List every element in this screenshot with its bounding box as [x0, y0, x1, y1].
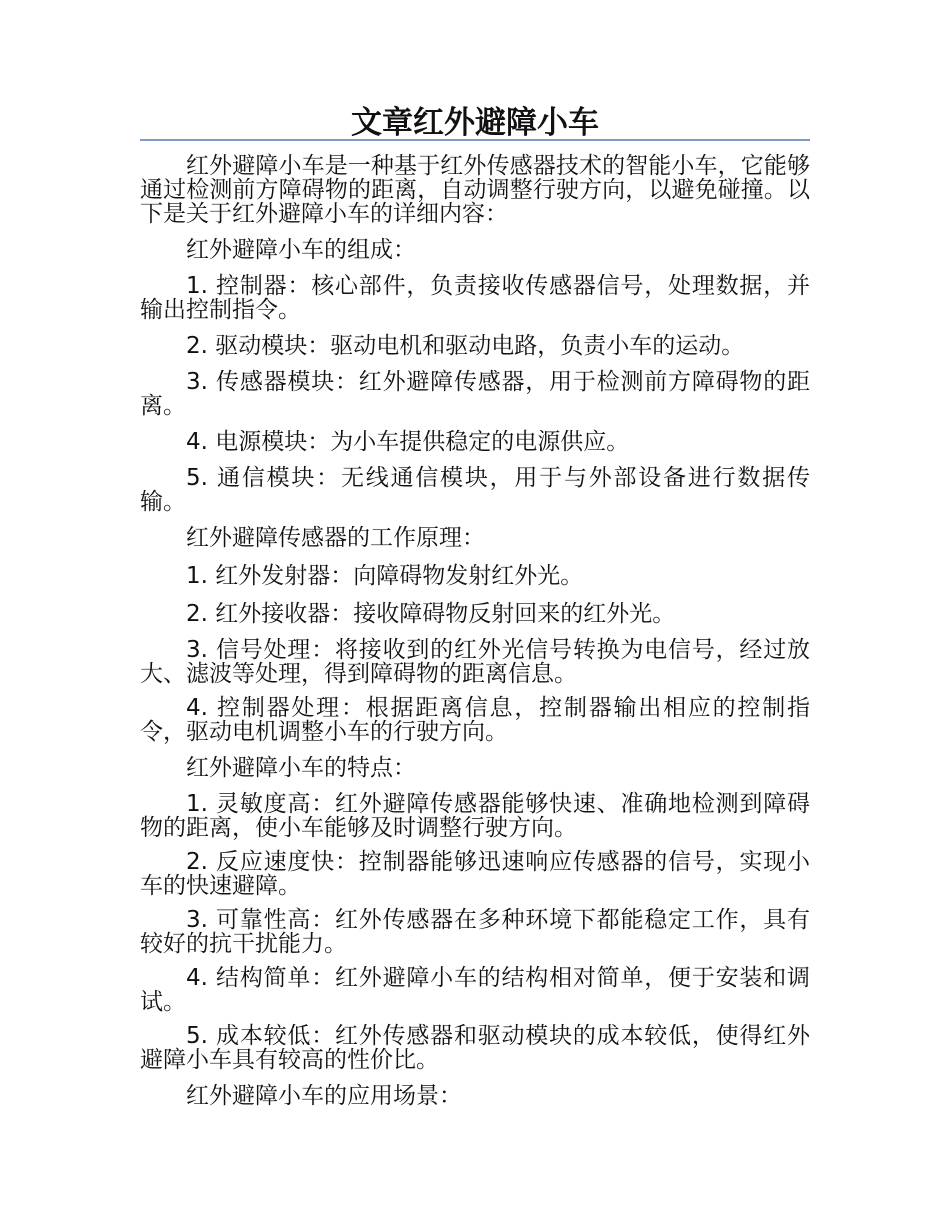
paragraph-intro: 红外避障小车是一种基于红外传感器技术的智能小车，它能够通过检测前方障碍物的距离，自动调整行驶方向，以避免碰撞。以下是关于红外避障小车的详细内容：: [140, 153, 810, 227]
list-item: 3. 信号处理：将接收到的红外光信号转换为电信号，经过放大、滤波等处理，得到障碍物的距离信息。: [140, 637, 810, 687]
list-item: 1. 红外发射器：向障碍物发射红外光。: [186, 563, 584, 589]
list-item: 5. 成本较低：红外传感器和驱动模块的成本较低，使得红外避障小车具有较高的性价比。: [140, 1023, 810, 1073]
list-item: 4. 结构简单：红外避障小车的结构相对简单，便于安装和调试。: [140, 965, 810, 1015]
title-underline: [140, 139, 810, 141]
list-item: 2. 红外接收器：接收障碍物反射回来的红外光。: [186, 601, 676, 627]
document-title: 文章红外避障小车: [351, 105, 599, 141]
list-item: 4. 控制器处理：根据距离信息，控制器输出相应的控制指令，驱动电机调整小车的行驶方向。: [140, 695, 810, 745]
heading-applications: 红外避障小车的应用场景：: [186, 1083, 462, 1109]
document-body: [140, 154, 810, 1120]
list-item: 3. 可靠性高：红外传感器在多种环境下都能稳定工作，具有较好的抗干扰能力。: [140, 907, 810, 957]
list-item: 1. 控制器：核心部件，负责接收传感器信号，处理数据，并输出控制指令。: [140, 273, 810, 323]
list-item: 2. 驱动模块：驱动电机和驱动电路，负责小车的运动。: [186, 333, 745, 359]
list-item: 1. 灵敏度高：红外避障传感器能够快速、准确地检测到障碍物的距离，使小车能够及时调整行驶方向。: [140, 791, 810, 841]
heading-composition: 红外避障小车的组成：: [186, 237, 416, 263]
list-item: 4. 电源模块：为小车提供稳定的电源供应。: [186, 429, 630, 455]
list-item: 2. 反应速度快：控制器能够迅速响应传感器的信号，实现小车的快速避障。: [140, 849, 810, 899]
heading-working-principle: 红外避障传感器的工作原理：: [186, 525, 485, 551]
list-item: 3. 传感器模块：红外避障传感器，用于检测前方障碍物的距离。: [140, 369, 810, 419]
list-item: 5. 通信模块：无线通信模块，用于与外部设备进行数据传输。: [140, 465, 810, 515]
heading-features: 红外避障小车的特点：: [186, 755, 416, 781]
